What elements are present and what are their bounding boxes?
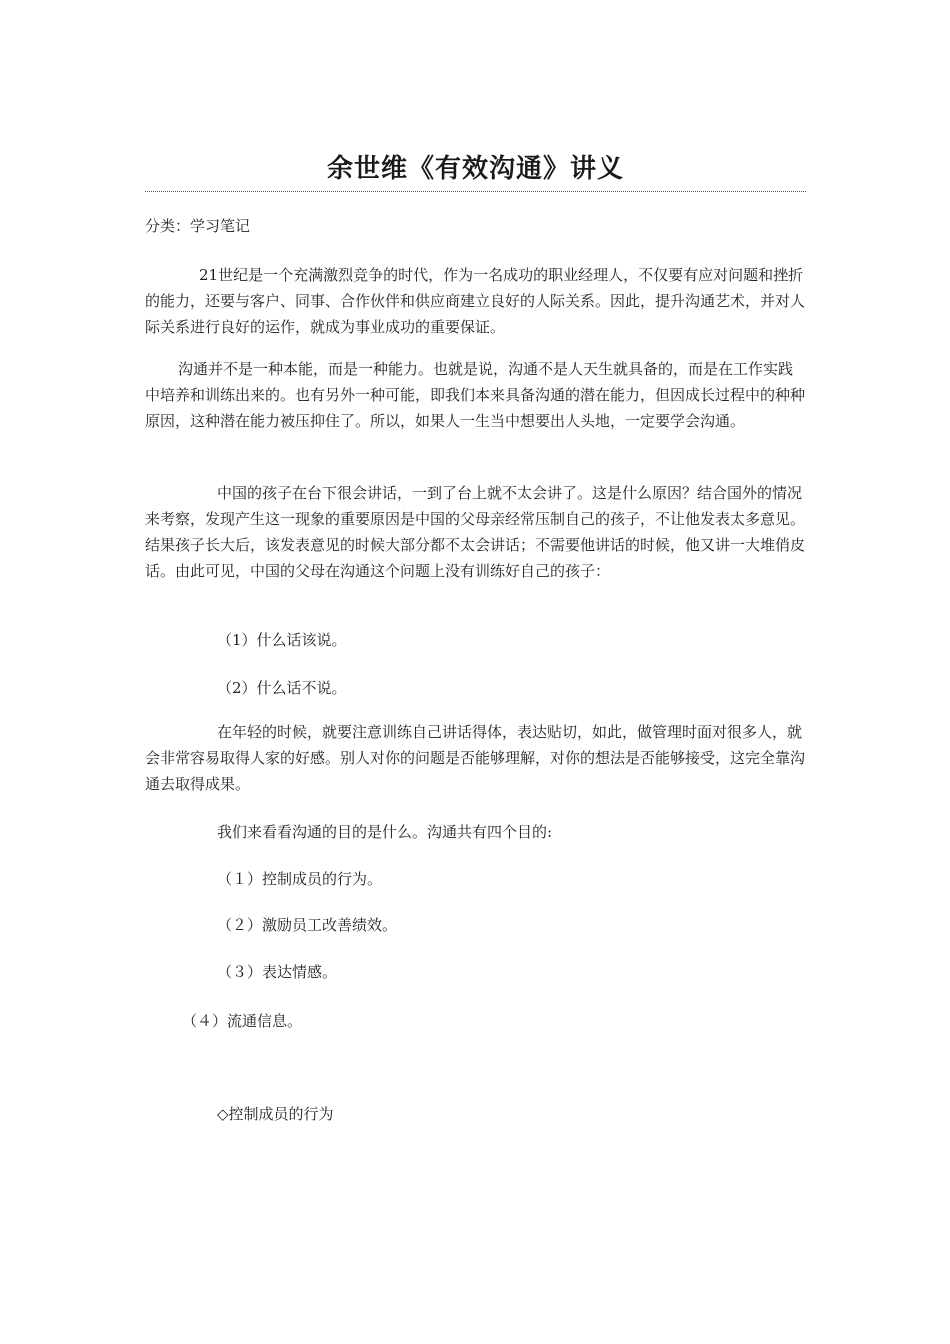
category-label: 分类：学习笔记 bbox=[145, 217, 251, 235]
paragraph-3: 中国的孩子在台下很会讲话，一到了台上就不太会讲了。这是什么原因？结合国外的情况来考察，发现产生这一现象的重要原因是中国的父母亲经常压制自己的孩子，不让他发表太多意见。结果孩子长大后，该发表意见的时候大部分都不太会讲话；不需要他讲话的时候，他又讲一大堆俏皮话。由此可见，中国的父母在沟通这个问题上没有训练好自己的孩子： bbox=[145, 484, 806, 580]
purpose-item-3: （３）表达情感。 bbox=[217, 963, 338, 981]
purpose-item-1: （１）控制成员的行为。 bbox=[217, 870, 383, 888]
purpose-intro: 我们来看看沟通的目的是什么。沟通共有四个目的: bbox=[217, 823, 553, 841]
paragraph-1: 21世纪是一个充满激烈竞争的时代，作为一名成功的职业经理人，不仅要有应对问题和挫折的能力，还要与客户、同事、合作伙伴和供应商建立良好的人际关系。因此，提升沟通艺术，并对人际关系进行良好的运作，就成为事业成功的重要保证。 bbox=[145, 266, 806, 336]
child-list-item-2: （2）什么话不说。 bbox=[217, 679, 347, 697]
title-divider bbox=[145, 191, 806, 192]
purpose-item-4: （４）流通信息。 bbox=[182, 1012, 303, 1030]
purpose-item-2: （２）激励员工改善绩效。 bbox=[217, 916, 398, 934]
document-title: 余世维《有效沟通》讲义 bbox=[326, 154, 624, 184]
paragraph-2: 沟通并不是一种本能，而是一种能力。也就是说，沟通不是人天生就具备的，而是在工作实践中培养和训练出来的。也有另外一种可能，即我们本来具备沟通的潜在能力，但因成长过程中的种种原因，这种潜在能力被压抑住了。所以，如果人一生当中想要出人头地，一定要学会沟通。 bbox=[145, 360, 806, 430]
child-list-item-1: （1）什么话该说。 bbox=[217, 631, 347, 649]
paragraph-4: 在年轻的时候，就要注意训练自己讲话得体，表达贴切，如此，做管理时面对很多人，就会非常容易取得人家的好感。别人对你的问题是否能够理解，对你的想法是否能够接受，这完全靠沟通去取得成果。 bbox=[145, 723, 806, 793]
section-heading: ◇控制成员的行为 bbox=[217, 1105, 334, 1123]
